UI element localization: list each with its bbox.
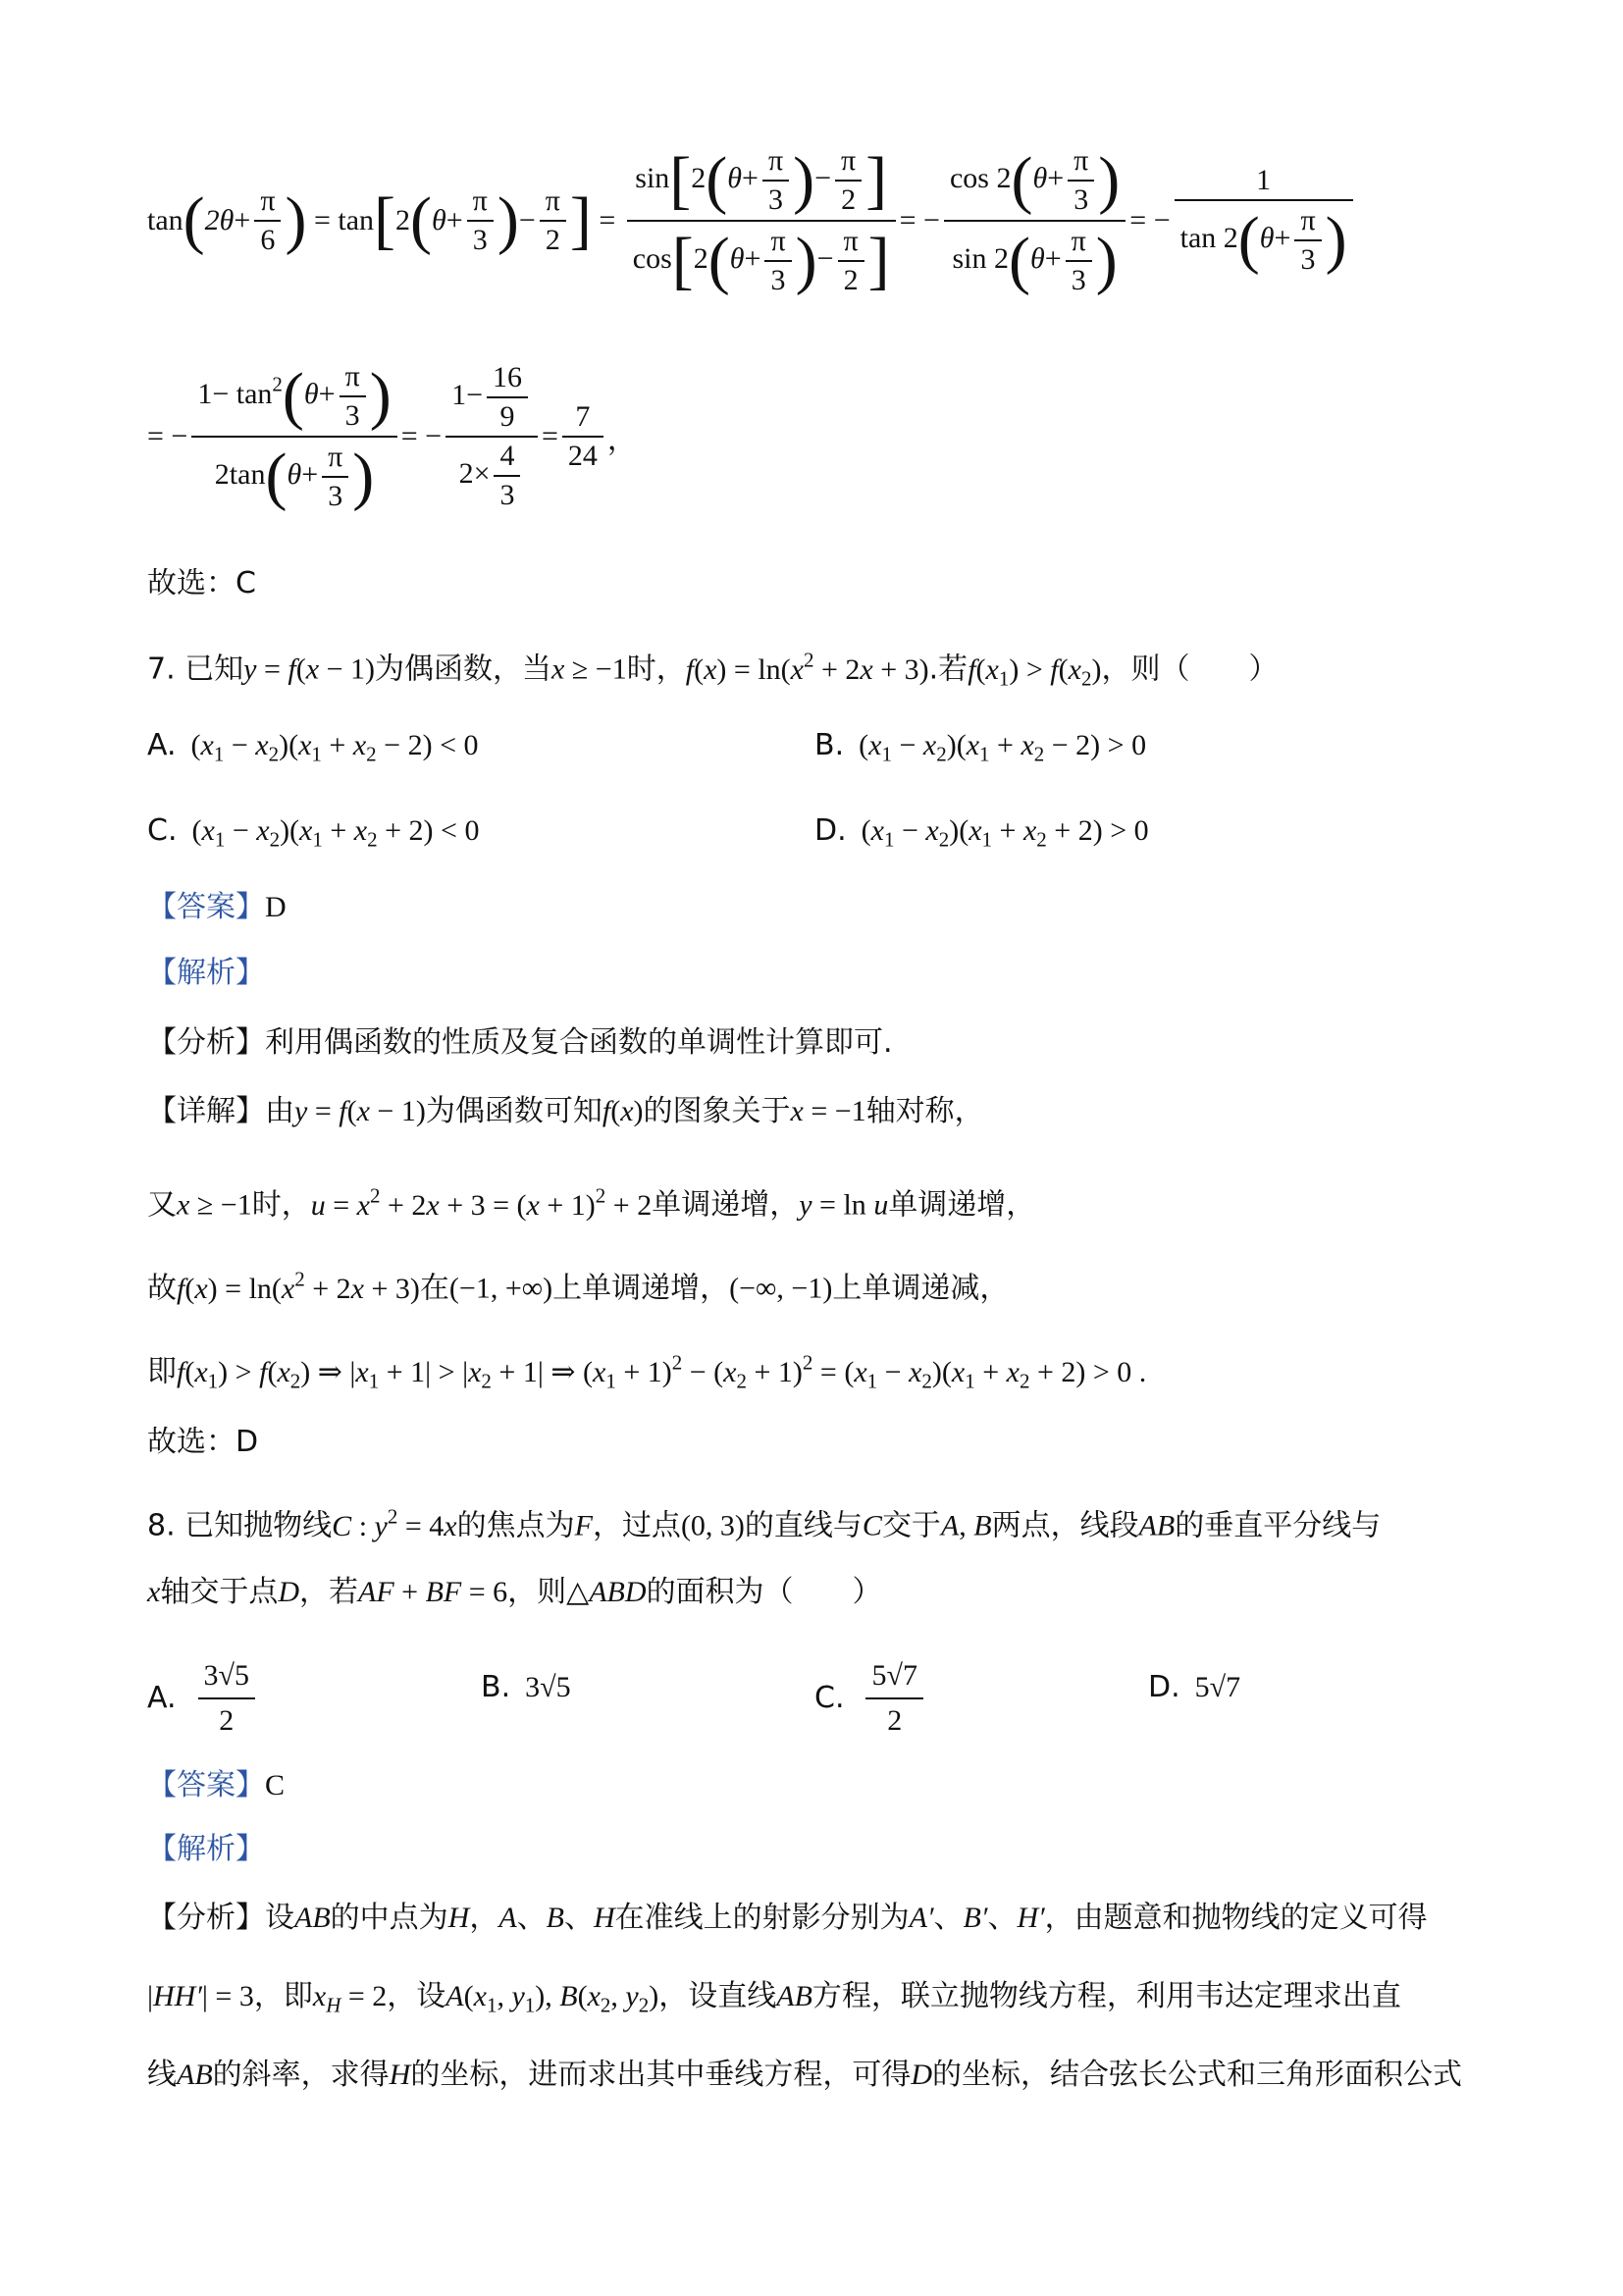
q7-option-b: B. $(x_1 - x_2)(x_1 + x_2 - 2) > 0$ (814, 728, 1147, 766)
q8-analysis-line1: 【分析】设AB的中点为H，A、B、H在准线上的射影分别为A′、B′、H′，由题意和抛物线的定义可得 (147, 1901, 1428, 1935)
q8-analysis-line2: |HH′| = 3，即$x_H = 2$，设$A(x_1$, $y_1$), $B(x_2$, $y_2$)，设直线AB方程，联立抛物线方程，利用韦达定理求出直 (147, 1979, 1401, 2017)
formula-tan-result: = − $1- \tan^2(\theta+$ $\frac{\pi}{3}$ ) 2tan(θ+ $\frac{\pi}{3}$ ) = − 1− $\frac{16}{9}$ 2× $\frac{4}{3}$ = $\frac{7}{24}$ ， (147, 360, 637, 512)
q7-detail-line1: 【详解】由y = f(x − 1)为偶函数可知f(x)的图象关于x = −1轴对称， (147, 1094, 984, 1128)
q8-option-b: B. 3√5 (481, 1670, 571, 1704)
q7-jiexi-label: 【解析】 (147, 956, 265, 990)
q7-stem: 7. 已知y = f(x − 1)为偶函数，当x ≥ −1时，$f(x) = \ln(x^2 + 2x + 3)$.若$f(x_1) > f(x_2)$，则（ ） (147, 648, 1279, 690)
q8-jiexi-label: 【解析】 (147, 1832, 265, 1866)
q8-option-c: C. $\frac{5√7}{2}$ (814, 1656, 927, 1741)
q8-stem-line2: x轴交于点D，若AF + BF = 6，则△ABD的面积为（ ） (147, 1575, 882, 1609)
q8-option-d: D. 5√7 (1148, 1670, 1241, 1704)
q7-detail-line3: 故$f(x) = \ln(x^2 + 2x + 3)$在(−1, +∞)上单调递增，(−∞, −1)上单调递减， (147, 1267, 1010, 1306)
q7-final-choice: 故选：D (147, 1425, 259, 1459)
q7-analysis: 【分析】利用偶函数的性质及复合函数的单调性计算即可. (147, 1025, 893, 1060)
q8-option-a: A. $\frac{3√5}{2}$ (147, 1656, 259, 1741)
q7-option-d: D. $(x_1 - x_2)(x_1 + x_2 + 2) > 0$ (814, 813, 1149, 852)
solution6-final-choice: 故选：C (147, 566, 256, 600)
q8-stem-line1: 8. 已知抛物线C : $y^2 = 4x$的焦点为F，过点(0, 3)的直线与C交于A, B两点，线段AB的垂直平分线与 (147, 1504, 1382, 1543)
q7-detail-line2: 又x ≥ −1时，$u = x^2 + 2x + 3 = (x + 1)^2 + 2$单调递增，y = ln u单调递增， (147, 1183, 1036, 1223)
q7-option-c: C. $(x_1 - x_2)(x_1 + x_2 + 2) < 0$ (147, 813, 480, 852)
formula-tan-identity: tan ( 2θ+ $\frac{\pi}{6}$ ) = tan [ 2 ( θ + $\frac{\pi}{3}$ ) − $\frac{\pi}{2}$ ] = sin[2(θ+ $\frac{\pi}{3}$ )− $\frac{\pi}{2}$ ] cos[2(θ+ $\frac{\pi}{3}$ )− $\frac{\pi}{2}$ ] = − cos 2(θ+ $\frac{\pi}{3}$ ) sin 2(θ+ $\frac{\pi}{3}$ ) = − 1 tan 2(θ+ $\frac{\pi}{3}$ ) (147, 137, 1357, 304)
q7-answer: 【答案】D (147, 890, 287, 924)
q7-detail-line4: 即$f(x_1) > f(x_2)$ ⇒ $|x_1 + 1| > |x_2 + 1|$ ⇒ $(x_1 + 1)^2 - (x_2 + 1)^2 = (x_1 - x_2)(x_1 + x_2 + 2) > 0$ . (147, 1350, 1147, 1392)
q7-option-a: A. $(x_1 - x_2)(x_1 + x_2 - 2) < 0$ (147, 728, 479, 766)
q8-analysis-line3: 线AB的斜率，求得H的坐标，进而求出其中垂线方程，可得D的坐标，结合弦长公式和三角形面积公式 (147, 2058, 1462, 2092)
q8-answer: 【答案】C (147, 1768, 286, 1802)
